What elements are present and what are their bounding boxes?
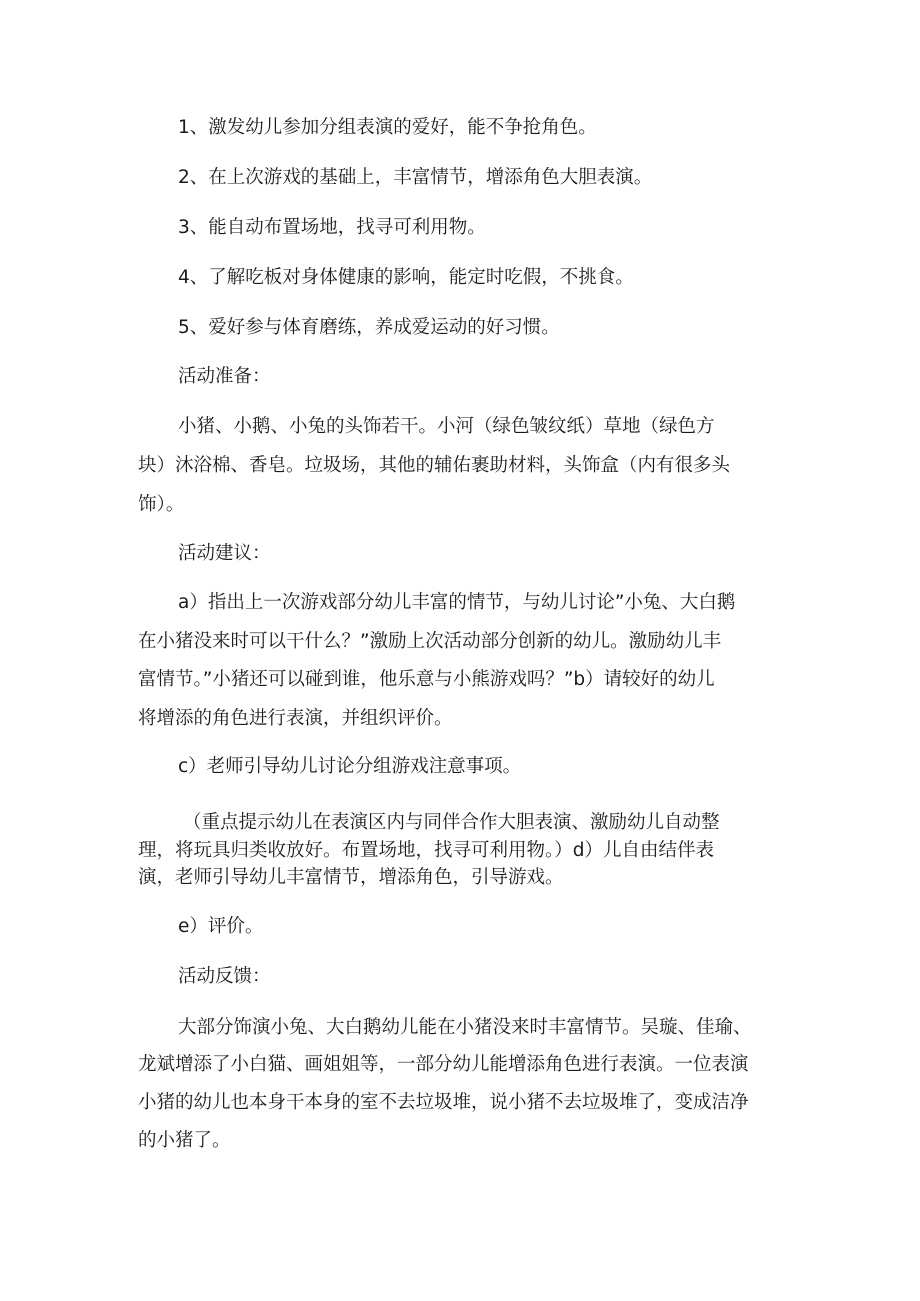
suggestion-d-line-2: 理，将玩具归类收放好。布置场地，找寻可利用物。）d）儿自由结伴表 (138, 840, 714, 861)
suggestion-d-line-1: （重点提示幼儿在表演区内与同伴合作大胆表演、激励幼儿自动整 (183, 812, 720, 833)
preparation-heading: 活动准备： (178, 366, 271, 387)
feedback-line-2: 龙斌增添了小白猫、画姐姐等，一部分幼儿能增添角色进行表演。一位表演 (138, 1054, 749, 1075)
suggestion-a-line-4: 将增添的角色进行表演，并组织评价。 (138, 708, 453, 729)
goal-1: 1、激发幼儿参加分组表演的爱好，能不争抢角色。 (178, 117, 597, 138)
goal-2: 2、在上次游戏的基础上，丰富情节，增添角色大胆表演。 (178, 167, 653, 188)
suggestion-c: c）老师引导幼儿讨论分组游戏注意事项。 (178, 756, 522, 777)
preparation-line-1: 小猪、小鹅、小兔的头饰若干。小河（绿色皱纹纸）草地（绿色方 (178, 416, 715, 437)
suggestion-e: e）评价。 (178, 916, 264, 937)
suggestion-heading: 活动建议： (178, 543, 271, 564)
feedback-line-4: 的小猪了。 (138, 1130, 231, 1151)
feedback-line-3: 小猪的幼儿也本身干本身的室不去垃圾堆，说小猪不去垃圾堆了，变成洁净 (138, 1092, 749, 1113)
feedback-heading: 活动反馈： (178, 966, 271, 987)
suggestion-a-line-1: a）指出上一次游戏部分幼儿丰富的情节，与幼儿讨论”小兔、大白鹅 (178, 592, 736, 613)
goal-4: 4、了解吃板对身体健康的影响，能定时吃假，不挑食。 (178, 267, 634, 288)
goal-5: 5、爱好参与体育磨练，养成爱运动的好习惯。 (178, 317, 560, 338)
suggestion-a-line-2: 在小猪没来时可以干什么？”激励上次活动部分创新的幼儿。激励幼儿丰 (138, 631, 722, 652)
preparation-line-3: 饰）。 (138, 494, 185, 515)
suggestion-d-line-3: 演，老师引导幼儿丰富情节，增添角色，引导游戏。 (138, 867, 564, 888)
preparation-line-2: 块）沐浴棉、香皂。垃圾场，其他的辅佑裹助材料，头饰盒（内有很多头 (138, 455, 731, 476)
suggestion-a-line-3: 富情节。”小猪还可以碰到谁，他乐意与小熊游戏吗？”b）请较好的幼儿 (138, 669, 715, 690)
goal-3: 3、能自动布置场地，找寻可利用物。 (178, 217, 486, 238)
feedback-line-1: 大部分饰演小兔、大白鹅幼儿能在小猪没来时丰富情节。吴璇、佳瑜、 (178, 1017, 752, 1038)
